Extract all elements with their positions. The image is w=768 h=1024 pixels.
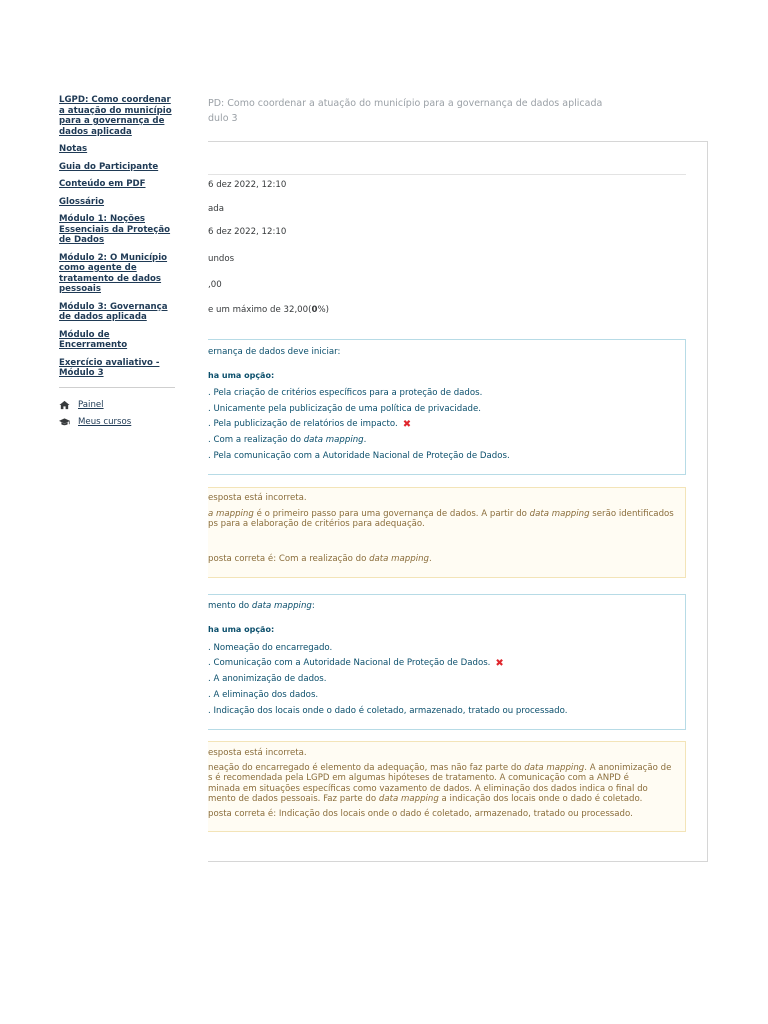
home-icon: [59, 400, 70, 410]
grade-prefix: e um máximo de 32,00(: [208, 305, 312, 315]
feedback-2-status: esposta está incorreta.: [208, 748, 307, 758]
question-2-box: [208, 594, 686, 730]
course-sidebar: [59, 95, 175, 434]
sidebar-item-glossario[interactable]: Glossário: [59, 196, 105, 207]
summary-grade-value: [208, 305, 329, 315]
sidebar-item-modulo-2[interactable]: Módulo 2: O Município como agente de tratamento de dados pessoais: [59, 252, 168, 294]
fb1-em-1: a mapping: [208, 509, 254, 519]
nav-meus-cursos-label[interactable]: Meus cursos: [78, 416, 132, 427]
feedback-1-general: [208, 509, 678, 530]
q2-option-b-label: . Comunicação com a Autoridade Nacional de Proteção de Dados.: [208, 658, 491, 668]
q1-option-d-label: [208, 435, 366, 445]
q2-text-tail: :: [311, 601, 315, 611]
fb1-correct-tail: .: [429, 554, 432, 564]
question-2-option-c: [208, 674, 327, 684]
sidebar-item-exercicio-avaliativo[interactable]: Exercício avaliativo - Módulo 3: [59, 357, 160, 378]
fb2-l2: s é recomendada pela LGPD em algumas hipóteses de tratamento. A comunicação com a ANPD é: [208, 773, 629, 784]
fb1-mid: é o primeiro passo para uma governança de dados. A partir do: [253, 509, 530, 519]
question-1-prompt: ha uma opção:: [208, 371, 275, 380]
graduation-cap-icon: [59, 417, 70, 427]
fb2-l4-em: data mapping: [378, 793, 439, 804]
nav-painel-link[interactable]: [59, 400, 175, 410]
q2-text-em: data mapping: [251, 601, 312, 611]
grade-percent: 0: [311, 305, 318, 315]
sidebar-item-modulo-3[interactable]: Módulo 3: Governança de dados aplicada: [59, 301, 168, 322]
course-header-subtitle: dulo 3: [208, 113, 238, 124]
sidebar-item-guia-participante[interactable]: Guia do Participante: [59, 161, 159, 172]
question-2-option-e: [208, 706, 567, 716]
question-1-option-a: [208, 388, 482, 398]
fb1-em-2: data mapping: [529, 509, 590, 519]
nav-painel-label[interactable]: Painel: [78, 399, 104, 410]
question-2-prompt: ha uma opção:: [208, 625, 275, 634]
q1-option-b-label: . Unicamente pela publicização de uma política de privacidade.: [208, 404, 481, 414]
summary-time-value: undos: [208, 254, 235, 264]
q1-option-a-label: . Pela criação de critérios específicos para a proteção de dados.: [208, 388, 483, 398]
q1-option-d-text: . Com a realização do: [208, 435, 304, 445]
sidebar-item-notas[interactable]: Notas: [59, 144, 88, 154]
question-1-option-c: [208, 419, 411, 429]
fb1-tail: serão identificados: [589, 509, 674, 519]
quiz-review-panel: [208, 141, 708, 862]
question-1-feedback-box: [208, 487, 686, 578]
question-1-option-e: [208, 451, 510, 461]
q1-option-d-tail: .: [363, 435, 367, 445]
summary-completed-value: 6 dez 2022, 12:10: [208, 227, 287, 237]
q2-text-prefix: mento do: [208, 601, 252, 611]
fb2-l1-a: neação do encarregado é elemento da adequação, mas não faz parte do: [208, 763, 525, 773]
summary-started-value: 6 dez 2022, 12:10: [208, 180, 287, 190]
question-2-option-d: [208, 690, 318, 700]
summary-state-value: ada: [208, 204, 224, 214]
q2-option-e-label: . Indicação dos locais onde o dado é coletado, armazenado, tratado ou processado.: [208, 706, 568, 716]
feedback-1-status: esposta está incorreta.: [208, 493, 307, 503]
sidebar-item-conteudo-pdf[interactable]: Conteúdo em PDF: [59, 179, 146, 189]
question-1-option-d: [208, 435, 366, 445]
fb2-l4-b: a indicação dos locais onde o dado é coletado.: [438, 793, 643, 804]
fb2-l1-em: data mapping: [524, 763, 585, 773]
fb2-l3: minada em situações específicas como vazamento de dados. A eliminação dos dados indica o final do: [208, 783, 648, 794]
question-2-option-b: [208, 658, 504, 668]
question-2-feedback-box: [208, 741, 686, 832]
fb1-correct-prefix: posta correta é: Com a realização do: [208, 554, 370, 564]
q2-option-d-label: . A eliminação dos dados.: [208, 690, 319, 700]
question-1-option-b: [208, 404, 481, 414]
sidebar-item-modulo-encerramento[interactable]: Módulo de Encerramento: [59, 329, 128, 350]
fb1-line2: ps para a elaboração de critérios para adequação.: [208, 519, 425, 530]
fb2-l4-a: mento de dados pessoais. Faz parte do: [208, 793, 379, 804]
question-2-text: [208, 601, 315, 611]
grade-suffix: %): [317, 305, 329, 315]
incorrect-x-icon: ✖: [402, 418, 412, 430]
incorrect-x-icon: ✖: [495, 657, 504, 669]
question-1-text: ernança de dados deve iniciar:: [208, 347, 341, 357]
q1-option-e-label: . Pela comunicação com a Autoridade Nacional de Proteção de Dados.: [208, 451, 510, 461]
q1-option-c-label: . Pela publicização de relatórios de impacto.: [208, 419, 398, 429]
summary-top-rule: [208, 174, 686, 175]
feedback-1-correct-answer: [208, 554, 432, 564]
course-header-title: PD: Como coordenar a atuação do município para a governança de dados aplicada: [208, 98, 603, 109]
feedback-2-general: [208, 763, 678, 804]
fb1-correct-em: data mapping: [369, 554, 430, 564]
q2-option-c-label: . A anonimização de dados.: [208, 674, 327, 684]
fb2-l1-b: . A anonimização de: [584, 763, 672, 773]
question-1-box: [208, 339, 686, 475]
sidebar-item-modulo-1[interactable]: Módulo 1: Noções Essenciais da Proteção de Dados: [59, 214, 171, 245]
q2-option-a-label: . Nomeação do encarregado.: [208, 643, 333, 653]
q1-option-d-em: data mapping: [303, 435, 364, 445]
feedback-2-correct-answer: posta correta é: Indicação dos locais onde o dado é coletado, armazenado, tratado ou processado.: [208, 809, 633, 819]
sidebar-divider: [59, 387, 175, 388]
nav-meus-cursos-link[interactable]: [59, 417, 175, 427]
sidebar-course-title-link[interactable]: LGPD: Como coordenar a atuação do município para a governança de dados aplicada: [59, 95, 172, 137]
question-2-option-a: [208, 643, 332, 653]
summary-marks-value: ,00: [208, 280, 222, 290]
